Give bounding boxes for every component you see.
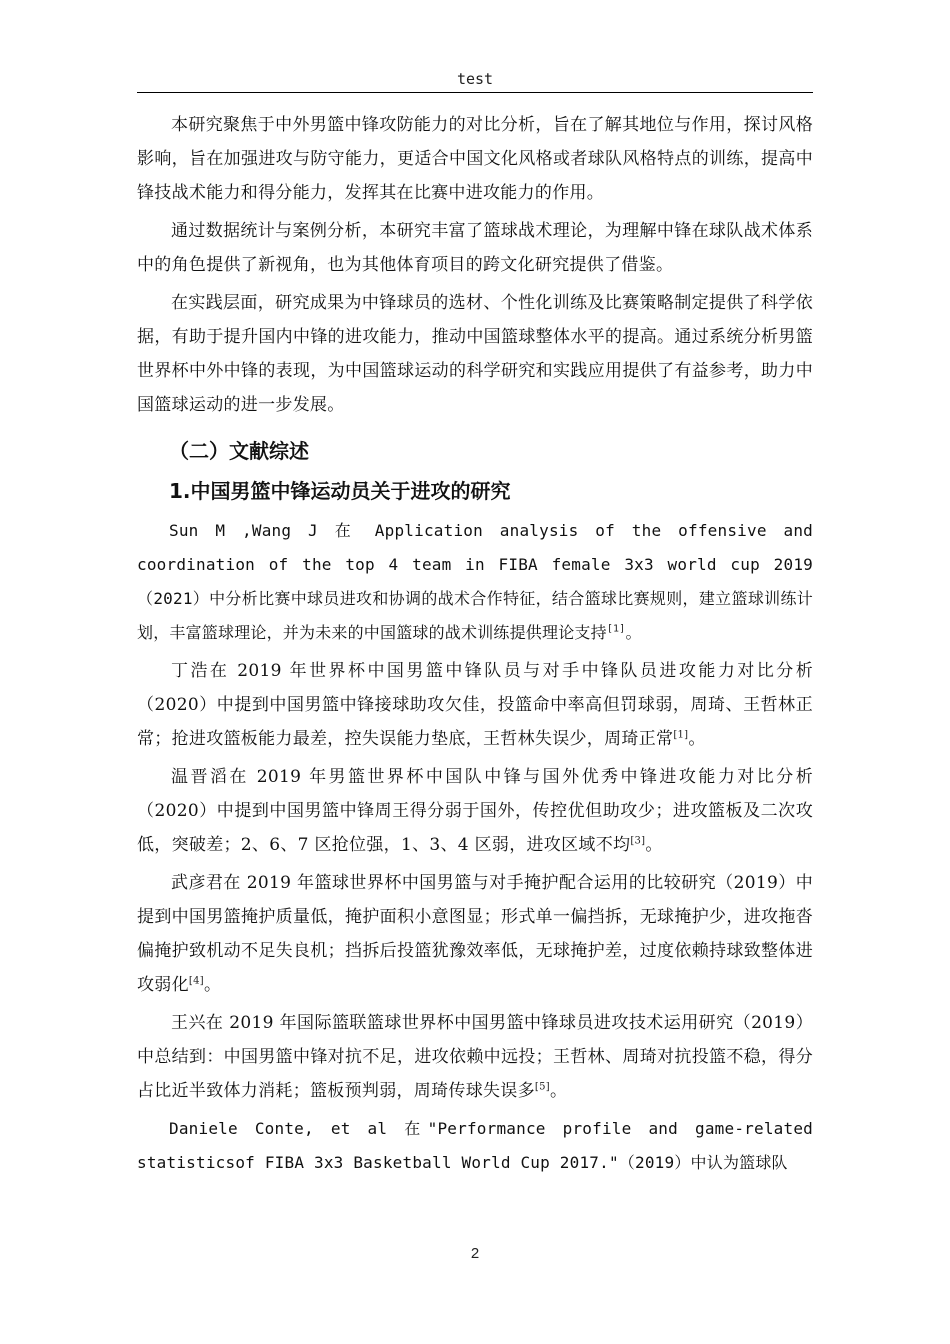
reference-text: 温晋滔在 2019 年男篮世界杯中国队中锋与国外优秀中锋进攻能力对比分析（2020）中提到中国男篮中锋周王得分弱于国外，传控优但助攻少；进攻篮板及二次攻低，突破差；2、6、7 区抢位强，1、3、4 区弱，进攻区域不均 bbox=[137, 767, 813, 855]
reference-text: 武彦君在 2019 年篮球世界杯中国男篮与对手掩护配合运用的比较研究（2019）中提到中国男篮掩护质量低，掩护面积小意图显；形式单一偏挡拆，无球掩护少，进攻拖沓偏掩护致机动不足失良机；挡拆后投篮犹豫效率低，无球掩护差，过度依赖持球致整体进攻弱化 bbox=[137, 873, 813, 995]
reference-end: 。 bbox=[549, 1081, 568, 1101]
reference-text: Daniele Conte, et al 在"Performance profile and game-related statisticsof FIBA 3x3 Basketball World Cup 2017."（2019）中认为篮球队 bbox=[137, 1119, 813, 1172]
reference-text: 丁浩在 2019 年世界杯中国男篮中锋队员与对手中锋队员进攻能力对比分析（2020）中提到中国男篮中锋接球助攻欠佳，投篮命中率高但罚球弱，周琦、王哲林正常；抢进攻篮板能力最差，控失误能力垫底，王哲林失误少，周琦正常 bbox=[137, 661, 813, 749]
reference-text: 王兴在 2019 年国际篮联篮球世界杯中国男篮中锋球员进攻技术运用研究（2019）中总结到：中国男篮中锋对抗不足，进攻依赖中远投；王哲林、周琦对抗投篮不稳，得分占比近半致体力消耗；篮板预判弱，周琦传球失误多 bbox=[137, 1013, 813, 1101]
citation-marker: [4] bbox=[188, 975, 204, 987]
reference-end: 。 bbox=[203, 975, 222, 995]
reference-paragraph bbox=[137, 760, 813, 862]
citation-marker: [5] bbox=[534, 1081, 550, 1093]
reference-paragraph bbox=[137, 1112, 813, 1180]
document-body bbox=[137, 108, 813, 1184]
body-paragraph: 通过数据统计与案例分析，本研究丰富了篮球战术理论，为理解中锋在球队战术体系中的角色提供了新视角，也为其他体育项目的跨文化研究提供了借鉴。 bbox=[137, 221, 813, 275]
page-number: 2 bbox=[470, 1245, 480, 1262]
reference-end: 。 bbox=[645, 835, 663, 855]
reference-paragraph bbox=[137, 514, 813, 650]
body-paragraph: 在实践层面，研究成果为中锋球员的选材、个性化训练及比赛策略制定提供了科学依据，有助于提升国内中锋的进攻能力，推动中国篮球整体水平的提高。通过系统分析男篮世界杯中外中锋的表现，为中国篮球运动的科学研究和实践应用提供了有益参考，助力中国篮球运动的进一步发展。 bbox=[137, 293, 813, 415]
reference-paragraph bbox=[137, 654, 813, 756]
citation-marker: [3] bbox=[630, 835, 646, 847]
reference-end: 。 bbox=[688, 729, 706, 749]
page-header: test bbox=[456, 70, 494, 88]
section-heading: （二）文献综述 bbox=[169, 439, 309, 463]
header-divider bbox=[137, 92, 813, 93]
body-paragraph: 本研究聚焦于中外男篮中锋攻防能力的对比分析，旨在了解其地位与作用，探讨风格影响，旨在加强进攻与防守能力，更适合中国文化风格或者球队风格特点的训练，提高中锋技战术能力和得分能力，发挥其在比赛中进攻能力的作用。 bbox=[137, 115, 813, 203]
citation-marker: [1] bbox=[606, 623, 626, 635]
citation-marker: [1] bbox=[673, 729, 689, 741]
subsection-heading: 1.中国男篮中锋运动员关于进攻的研究 bbox=[169, 479, 511, 503]
reference-text: Sun M ,Wang J 在 Application analysis of the offensive and coordination of the top 4 team in FIBA female 3x3 world cup 2019（2021）中分析比赛中球员进攻和协调的战术合作特征，结合篮球比赛规则，建立篮球训练计划，丰富篮球理论，并为未来的中国篮球的战术训练提供理论支持 bbox=[137, 521, 813, 642]
reference-paragraph bbox=[137, 1006, 813, 1108]
reference-end: 。 bbox=[625, 623, 642, 642]
reference-paragraph bbox=[137, 866, 813, 1002]
